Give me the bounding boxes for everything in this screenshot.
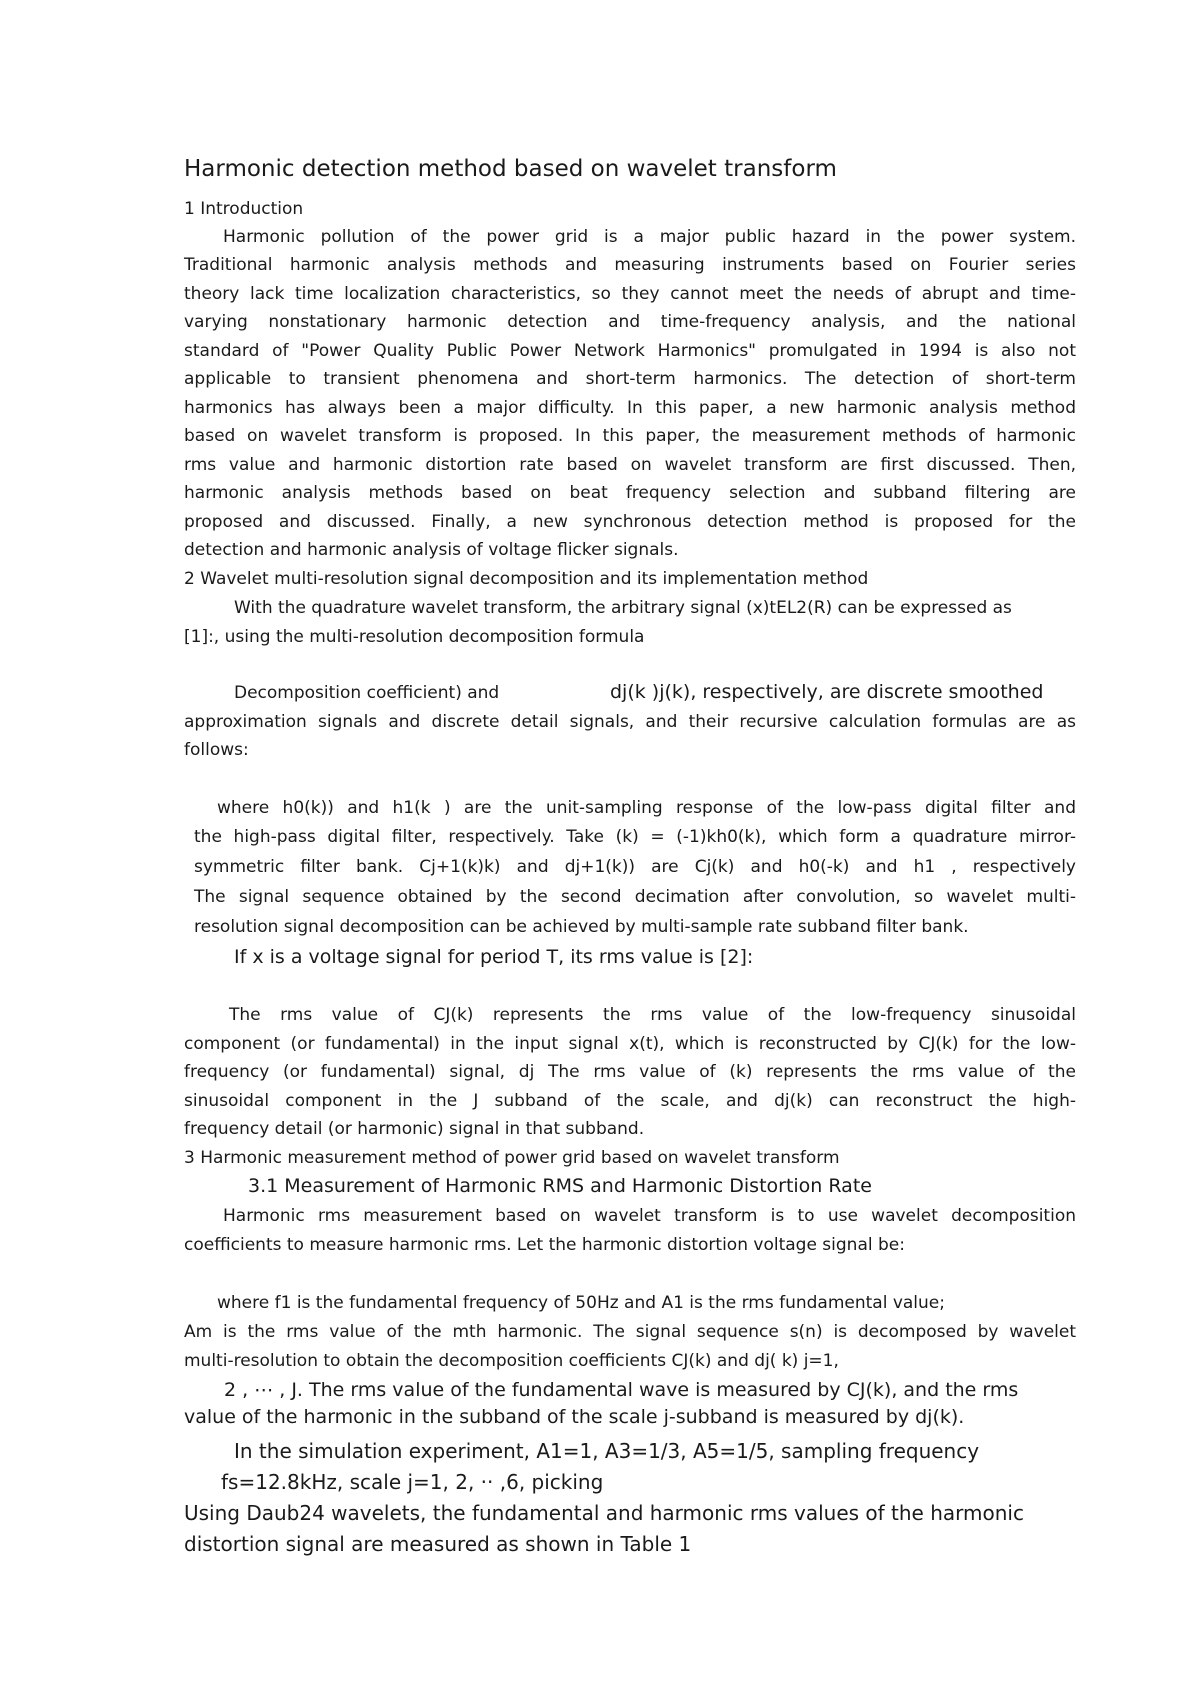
paragraph-line: Decomposition coefficient) and — [234, 683, 500, 703]
paragraph-line: symmetric filter bank. Cj+1(k)k) and dj+1(k)) are Cj(k) and h0(-k) and h1 , respectively — [194, 857, 1076, 877]
paragraph-line: frequency detail (or harmonic) signal in that subband. — [184, 1119, 645, 1139]
paragraph-line: dj(k )j(k), respectively, are discrete smoothed — [610, 681, 1044, 703]
paragraph-line: theory lack time localization characteristics, so they cannot meet the needs of abrupt and time- — [184, 284, 1076, 304]
paragraph-line: standard of "Power Quality Public Power Network Harmonics" promulgated in 1994 is also not — [184, 341, 1076, 361]
paragraph-line: detection and harmonic analysis of voltage flicker signals. — [184, 540, 679, 560]
paragraph-line: Harmonic pollution of the power grid is a major public hazard in the power system. — [223, 227, 1076, 247]
paragraph-line: The rms value of CJ(k) represents the rms value of the low-frequency sinusoidal — [229, 1005, 1076, 1025]
paragraph-line: value of the harmonic in the subband of the scale j-subband is measured by dj(k). — [184, 1406, 965, 1428]
paragraph-line: [1]:, using the multi-resolution decomposition formula — [184, 627, 645, 647]
paragraph-line: follows: — [184, 740, 249, 760]
paragraph-line: based on wavelet transform is proposed. In this paper, the measurement methods of harmonic — [184, 426, 1076, 446]
paragraph-line: Harmonic rms measurement based on wavelet transform is to use wavelet decomposition — [223, 1206, 1076, 1226]
section-heading: 1 Introduction — [184, 199, 304, 219]
paragraph-line: where f1 is the fundamental frequency of 50Hz and A1 is the rms fundamental value; — [217, 1293, 945, 1313]
paragraph-line: If x is a voltage signal for period T, its rms value is [2]: — [234, 946, 754, 968]
paragraph-line: the high-pass digital filter, respectively. Take (k) = (-1)kh0(k), which form a quadrature mirror- — [194, 827, 1076, 847]
page-title: Harmonic detection method based on wavelet transform — [184, 156, 837, 182]
paragraph-line: proposed and discussed. Finally, a new synchronous detection method is proposed for the — [184, 512, 1076, 532]
paragraph-line: resolution signal decomposition can be achieved by multi-sample rate subband filter bank. — [194, 917, 969, 937]
section-heading: 3 Harmonic measurement method of power grid based on wavelet transform — [184, 1148, 840, 1168]
paragraph-line: fs=12.8kHz, scale j=1, 2, ·· ,6, picking — [221, 1470, 604, 1494]
paragraph-line: approximation signals and discrete detail signals, and their recursive calculation formulas are as — [184, 712, 1076, 732]
section-heading: 2 Wavelet multi-resolution signal decomposition and its implementation method — [184, 569, 869, 589]
paragraph-line: rms value and harmonic distortion rate based on wavelet transform are first discussed. Then, — [184, 455, 1076, 475]
paragraph-line: multi-resolution to obtain the decomposition coefficients CJ(k) and dj( k) j=1, — [184, 1351, 839, 1371]
paragraph-line: where h0(k)) and h1(k ) are the unit-sampling response of the low-pass digital filter and — [217, 798, 1076, 818]
paragraph-line: frequency (or fundamental) signal, dj The rms value of (k) represents the rms value of the — [184, 1062, 1076, 1082]
paragraph-line: applicable to transient phenomena and short-term harmonics. The detection of short-term — [184, 369, 1076, 389]
subsection-heading: 3.1 Measurement of Harmonic RMS and Harmonic Distortion Rate — [248, 1175, 872, 1197]
paragraph-line: With the quadrature wavelet transform, the arbitrary signal (x)tEL2(R) can be expressed as — [234, 598, 1012, 618]
paragraph-line: harmonic analysis methods based on beat frequency selection and subband filtering are — [184, 483, 1076, 503]
paragraph-line: component (or fundamental) in the input signal x(t), which is reconstructed by CJ(k) for the low- — [184, 1034, 1076, 1054]
paragraph-line: In the simulation experiment, A1=1, A3=1/3, A5=1/5, sampling frequency — [234, 1439, 980, 1463]
paragraph-line: Using Daub24 wavelets, the fundamental and harmonic rms values of the harmonic — [184, 1501, 1024, 1525]
paragraph-line: distortion signal are measured as shown in Table 1 — [184, 1532, 692, 1556]
paragraph-line: harmonics has always been a major difficulty. In this paper, a new harmonic analysis method — [184, 398, 1076, 418]
paragraph-line: Traditional harmonic analysis methods and measuring instruments based on Fourier series — [184, 255, 1076, 275]
paragraph-line: sinusoidal component in the J subband of the scale, and dj(k) can reconstruct the high- — [184, 1091, 1076, 1111]
paragraph-line: Am is the rms value of the mth harmonic. The signal sequence s(n) is decomposed by wavelet — [184, 1322, 1076, 1342]
paragraph-line: 2 , ⋯ , J. The rms value of the fundamental wave is measured by CJ(k), and the rms — [224, 1379, 1019, 1401]
paragraph-line: varying nonstationary harmonic detection and time-frequency analysis, and the national — [184, 312, 1076, 332]
paragraph-line: The signal sequence obtained by the second decimation after convolution, so wavelet multi- — [194, 887, 1076, 907]
paragraph-line: coefficients to measure harmonic rms. Let the harmonic distortion voltage signal be: — [184, 1235, 905, 1255]
